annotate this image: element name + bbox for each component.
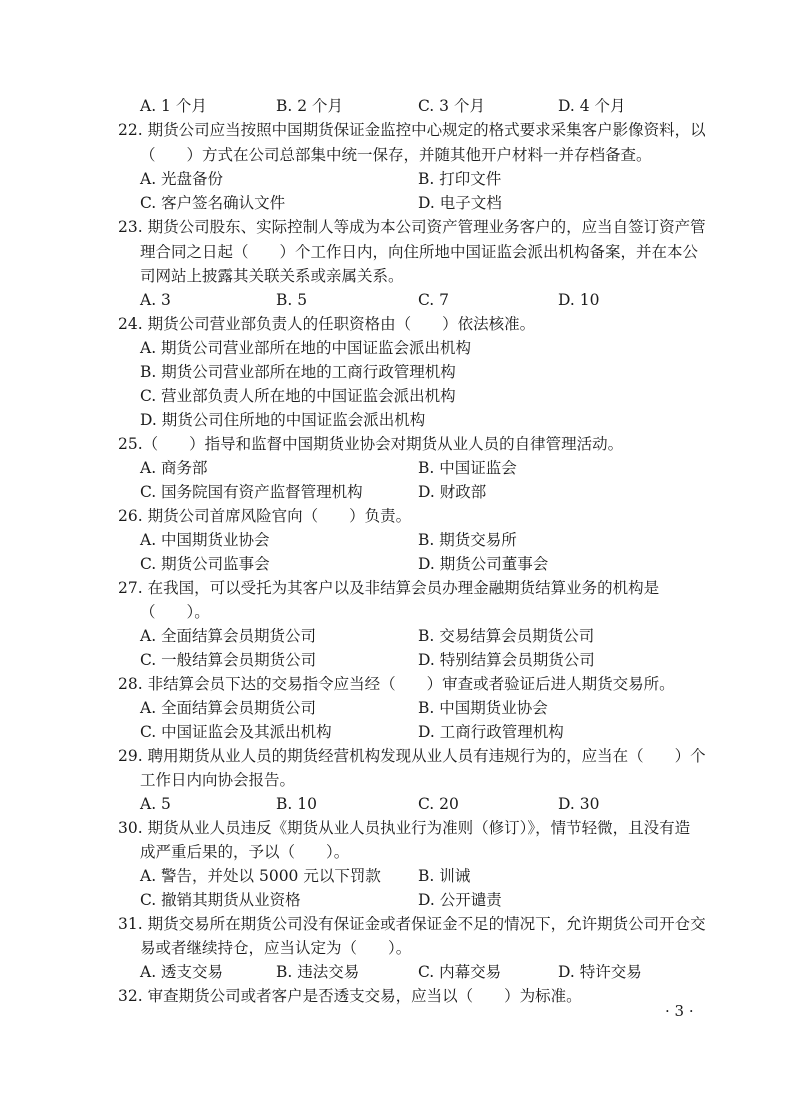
option-c: C. 中国证监会及其派出机构 xyxy=(140,723,332,741)
question-stem: 30. 期货从业人员违反《期货从业人员执业行为准则（修订）》，情节轻微，且没有造 xyxy=(118,819,691,837)
option-c: C. 一般结算会员期货公司 xyxy=(140,651,317,669)
option-d: D. 期货公司住所地的中国证监会派出机构 xyxy=(140,411,426,429)
option-b: B. 5 xyxy=(276,291,308,309)
option-c: C. 营业部负责人所在地的中国证监会派出机构 xyxy=(140,387,456,405)
question-stem: 26. 期货公司首席风险官向（ ）负责。 xyxy=(118,507,412,525)
option-d: D. 特别结算会员期货公司 xyxy=(418,651,595,669)
option-c: C. 客户签名确认文件 xyxy=(140,194,286,212)
option-a: A. 警告，并处以 5000 元以下罚款 xyxy=(140,867,381,885)
page-number: · 3 · xyxy=(665,1002,694,1020)
question-stem: 27. 在我国，可以受托为其客户以及非结算会员办理金融期货结算业务的机构是 xyxy=(118,579,660,597)
option-a: A. 全面结算会员期货公司 xyxy=(140,627,317,645)
option-d: D. 10 xyxy=(558,291,600,309)
question-stem: 29. 聘用期货从业人员的期货经营机构发现从业人员有违规行为的，应当在（ ）个 xyxy=(118,747,706,765)
question-stem: 22. 期货公司应当按照中国期货保证金监控中心规定的格式要求采集客户影像资料，以 xyxy=(118,121,706,139)
option-b: B. 打印文件 xyxy=(418,170,502,188)
question-stem-continued: 理合同之日起（ ）个工作日内，向住所地中国证监会派出机构备案，并在本公 xyxy=(140,243,699,261)
option-c: C. 国务院国有资产监督管理机构 xyxy=(140,483,363,501)
option-d: D. 工商行政管理机构 xyxy=(418,723,564,741)
option-d: D. 电子文档 xyxy=(418,194,502,212)
option-b: B. 中国期货业协会 xyxy=(418,699,548,717)
option-c: C. 20 xyxy=(418,795,459,813)
question-stem-continued: 成严重后果的，予以（ ）。 xyxy=(140,843,350,861)
option-c: C. 内幕交易 xyxy=(418,963,502,981)
option-b: B. 交易结算会员期货公司 xyxy=(418,627,595,645)
option-c: C. 3 个月 xyxy=(418,97,485,115)
option-a: A. 光盘备份 xyxy=(140,170,224,188)
question-stem: 23. 期货公司股东、实际控制人等成为本公司资产管理业务客户的，应当自签订资产管 xyxy=(118,218,706,236)
option-a: A. 中国期货业协会 xyxy=(140,531,270,549)
question-stem: 24. 期货公司营业部负责人的任职资格由（ ）依法核准。 xyxy=(118,315,536,333)
option-d: D. 30 xyxy=(558,795,600,813)
question-stem-continued: 易或者继续持仓，应当认定为（ ）。 xyxy=(140,939,412,957)
option-a: A. 3 xyxy=(140,291,171,309)
question-stem-continued: （ ）方式在公司总部集中统一保存，并随其他开户材料一并存档备查。 xyxy=(140,146,652,164)
option-a: A. 1 个月 xyxy=(140,97,207,115)
option-b: B. 违法交易 xyxy=(276,963,360,981)
option-b: B. 中国证监会 xyxy=(418,459,517,477)
option-c: C. 撤销其期货从业资格 xyxy=(140,891,301,909)
option-a: A. 期货公司营业部所在地的中国证监会派出机构 xyxy=(140,339,472,357)
option-a: A. 全面结算会员期货公司 xyxy=(140,699,317,717)
option-b: B. 训诫 xyxy=(418,867,471,885)
option-d: D. 4 个月 xyxy=(558,97,626,115)
option-d: D. 期货公司董事会 xyxy=(418,555,549,573)
option-b: B. 10 xyxy=(276,795,317,813)
question-stem: 32. 审查期货公司或者客户是否透支交易，应当以（ ）为标准。 xyxy=(118,987,582,1005)
question-stem: 31. 期货交易所在期货公司没有保证金或者保证金不足的情况下，允许期货公司开仓交 xyxy=(118,915,706,933)
option-c: C. 7 xyxy=(418,291,450,309)
question-stem-continued: （ ）。 xyxy=(140,603,210,621)
question-stem: 28. 非结算会员下达的交易指令应当经（ ）审查或者验证后进人期货交易所。 xyxy=(118,675,675,693)
question-stem: 25.（ ）指导和监督中国期货业协会对期货从业人员的自律管理活动。 xyxy=(118,435,624,453)
option-c: C. 期货公司监事会 xyxy=(140,555,270,573)
question-stem-continued: 工作日内向协会报告。 xyxy=(140,771,296,789)
question-stem-continued: 司网站上披露其关联关系或亲属关系。 xyxy=(140,267,404,285)
option-a: A. 透支交易 xyxy=(140,963,224,981)
option-d: D. 公开谴责 xyxy=(418,891,502,909)
option-a: A. 商务部 xyxy=(140,459,208,477)
option-b: B. 2 个月 xyxy=(276,97,344,115)
option-d: D. 特许交易 xyxy=(558,963,642,981)
option-d: D. 财政部 xyxy=(418,483,487,501)
option-b: B. 期货公司营业部所在地的工商行政管理机构 xyxy=(140,363,456,381)
option-b: B. 期货交易所 xyxy=(418,531,517,549)
option-a: A. 5 xyxy=(140,795,171,813)
